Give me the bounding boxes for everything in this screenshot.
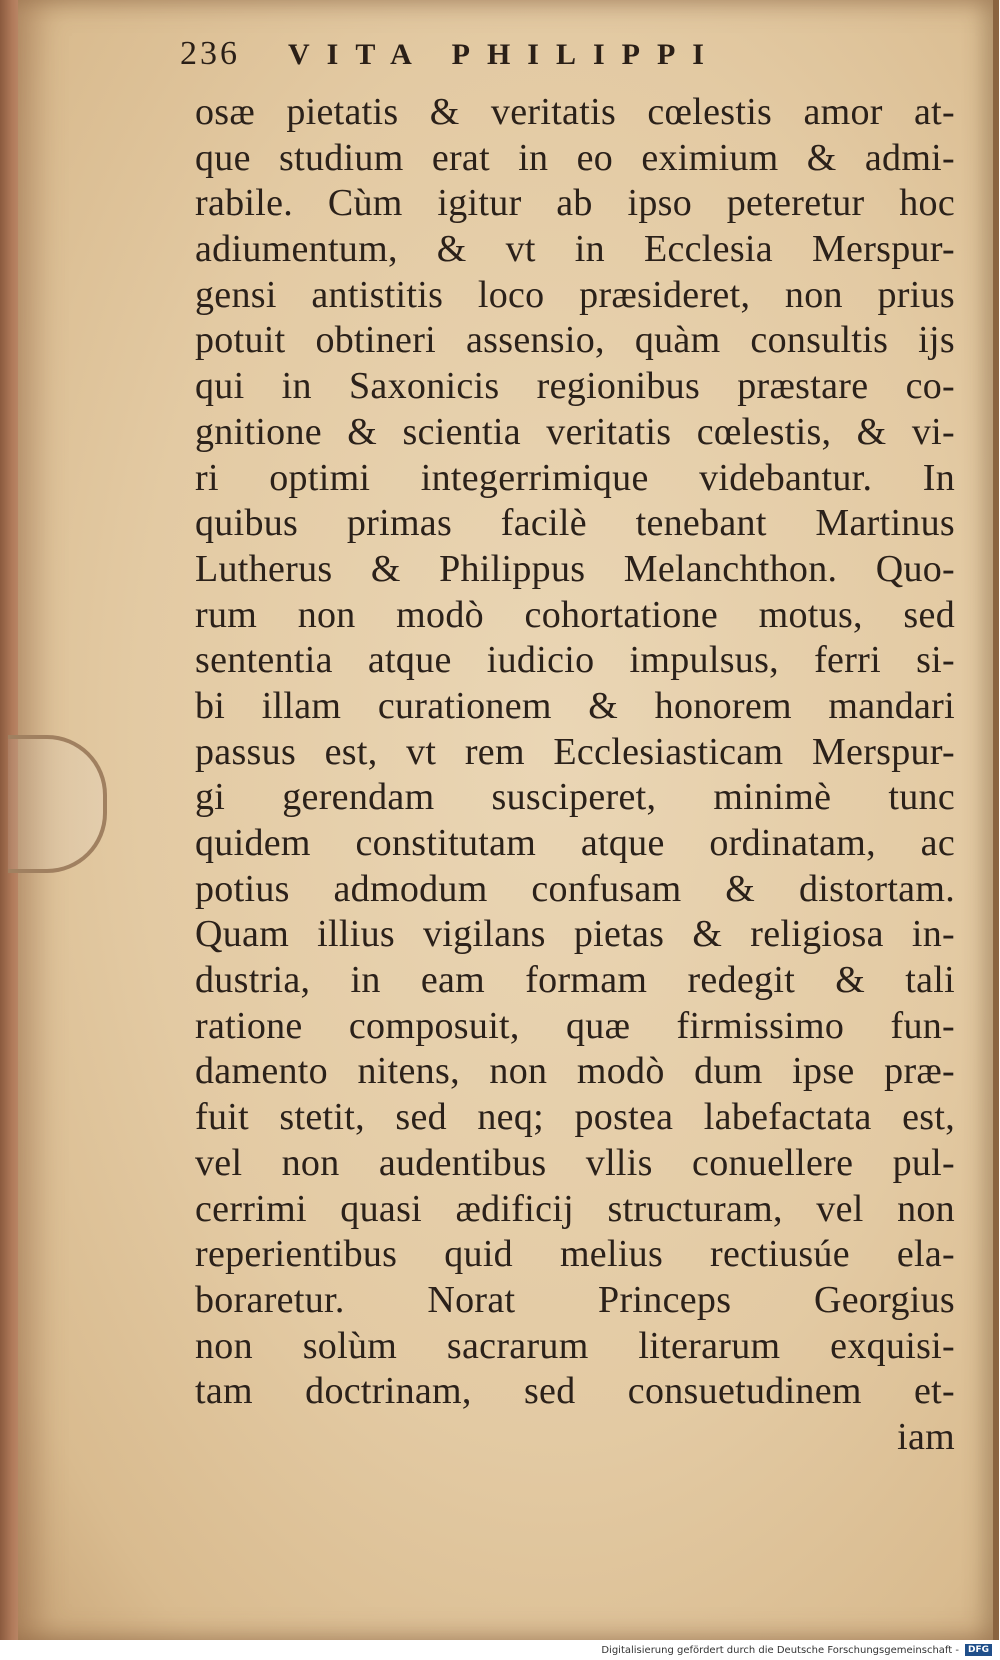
text-line: damento nitens, non modò dum ipse præ-	[195, 1050, 955, 1093]
text-line: rabile. Cùm igitur ab ipso peteretur hoc	[195, 182, 955, 225]
funding-credit: Digitalisierung gefördert durch die Deutsche Forschungsgemeinschaft -	[601, 1644, 959, 1656]
text-line: bi illam curationem & honorem mandari	[195, 684, 955, 727]
text-line: boraretur. Norat Princeps Georgius	[195, 1278, 955, 1321]
text-line: ratione composuit, quæ firmissimo fun-	[195, 1004, 955, 1047]
text-line: gnitione & scientia veritatis cœlestis, & vi-	[195, 410, 955, 453]
running-head: VITA PHILIPPI	[288, 38, 721, 71]
text-line: non solùm sacrarum literarum exquisi-	[195, 1324, 955, 1367]
text-line: quibus primas facilè tenebant Martinus	[195, 502, 955, 545]
text-line: vel non audentibus vllis conuellere pul-	[195, 1141, 955, 1184]
text-line: que studium erat in eo eximium & admi-	[195, 136, 955, 179]
text-line: ri optimi integerrimique videbantur. In	[195, 456, 955, 499]
text-line: iam	[897, 1415, 955, 1458]
text-line: adiumentum, & vt in Ecclesia Merspur-	[195, 228, 955, 271]
footer-strip	[0, 1640, 1000, 1660]
text-line: tam doctrinam, sed consuetudinem et-	[195, 1370, 955, 1413]
text-line: qui in Saxonicis regionibus præstare co-	[195, 365, 955, 408]
text-line: osæ pietatis & veritatis cœlestis amor at-	[195, 91, 955, 133]
page-header	[180, 35, 840, 85]
text-line: Quam illius vigilans pietas & religiosa in-	[195, 913, 955, 956]
text-line: gensi antistitis loco præsideret, non prius	[195, 273, 955, 316]
text-line: Lutherus & Philippus Melanchthon. Quo-	[195, 547, 955, 590]
page-number: 236	[180, 35, 240, 72]
text-line: fuit stetit, sed neq; postea labefactata est,	[195, 1096, 955, 1139]
text-line: potius admodum confusam & distortam.	[195, 867, 955, 910]
text-line: reperientibus quid melius rectiusúe ela-	[195, 1233, 955, 1276]
dfg-logo: DFG	[965, 1644, 992, 1656]
text-line: cerrimi quasi ædificij structuram, vel non	[195, 1187, 955, 1230]
text-line: dustria, in eam formam redegit & tali	[195, 959, 955, 1002]
text-line: passus est, vt rem Ecclesiasticam Merspur-	[195, 730, 955, 773]
body-text	[195, 90, 955, 1461]
text-line: sententia atque iudicio impulsus, ferri si-	[195, 639, 955, 682]
clasp-shadow	[8, 735, 107, 873]
text-line: potuit obtineri assensio, quàm consultis ijs	[195, 319, 955, 362]
text-line: rum non modò cohortatione motus, sed	[195, 593, 955, 636]
text-line: gi gerendam susciperet, minimè tunc	[195, 776, 955, 819]
text-line: quidem constitutam atque ordinatam, ac	[195, 822, 955, 864]
